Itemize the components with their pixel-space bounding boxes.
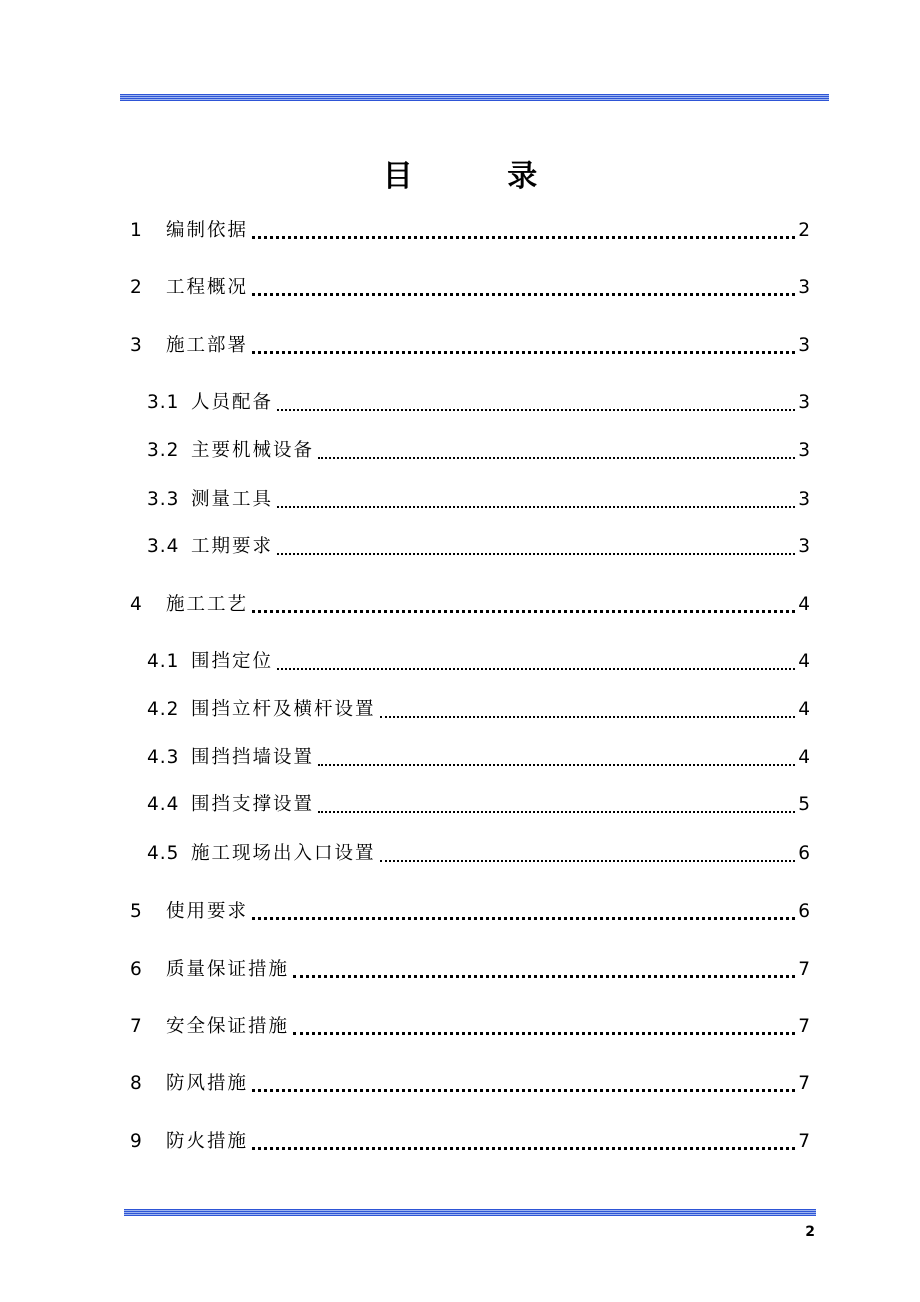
toc-entry-title: 测量工具 [191, 489, 274, 510]
toc-dot-leader [252, 293, 795, 296]
toc-dot-leader [318, 811, 795, 813]
toc-dot-leader [293, 1032, 795, 1035]
toc-entry-title: 工期要求 [191, 536, 274, 557]
toc-entry-page: 4 [798, 699, 810, 720]
toc-entry[interactable] [147, 647, 810, 677]
toc-entry-title: 人员配备 [191, 392, 274, 413]
toc-entry-page: 5 [798, 794, 810, 815]
toc-entry-number: 3.4 [147, 536, 180, 557]
toc-entry-page: 3 [798, 440, 810, 461]
toc-entry-title: 围挡挡墙设置 [191, 747, 315, 768]
toc-entry-number: 9 [130, 1131, 142, 1152]
toc-dot-leader [252, 351, 795, 354]
toc-entry-number: 4 [130, 594, 142, 615]
toc-dot-leader [252, 917, 795, 920]
toc-dot-leader [252, 610, 795, 613]
toc-entry-title: 施工现场出入口设置 [191, 843, 376, 864]
toc-dot-leader [252, 1147, 795, 1150]
toc-entry-number: 7 [130, 1016, 142, 1037]
toc-entry-title: 围挡定位 [191, 651, 274, 672]
toc-entry-number: 3.1 [147, 392, 180, 413]
toc-dot-leader [277, 506, 795, 508]
page-title: 目 录 [382, 159, 580, 194]
toc-entry-number: 2 [130, 277, 142, 298]
toc-entry-page: 4 [798, 651, 810, 672]
toc-entry-title: 质量保证措施 [166, 959, 290, 980]
toc-dot-leader [293, 975, 795, 978]
toc-dot-leader [318, 764, 795, 766]
toc-entry[interactable] [147, 790, 810, 820]
toc-entry-page: 7 [798, 1131, 810, 1152]
toc-entry-title: 编制依据 [166, 220, 249, 241]
toc-entry-page: 3 [798, 489, 810, 510]
toc-entry-number: 4.4 [147, 794, 180, 815]
toc-entry[interactable] [130, 1127, 810, 1157]
toc-entry-page: 4 [798, 747, 810, 768]
toc-entry-number: 8 [130, 1073, 142, 1094]
toc-entry-page: 3 [798, 392, 810, 413]
toc-entry-title: 防风措施 [166, 1073, 249, 1094]
toc-entry-title: 围挡立杆及横杆设置 [191, 699, 376, 720]
toc-entry-number: 4.1 [147, 651, 180, 672]
toc-entry[interactable] [130, 331, 810, 361]
toc-entry[interactable] [147, 532, 810, 562]
toc-entry-page: 3 [798, 335, 810, 356]
toc-entry-number: 3.3 [147, 489, 180, 510]
toc-entry-page: 7 [798, 1073, 810, 1094]
toc-entry-number: 4.2 [147, 699, 180, 720]
toc-entry-page: 6 [798, 843, 810, 864]
toc-entry[interactable] [130, 955, 810, 985]
toc-dot-leader [380, 716, 795, 718]
toc-entry-title: 围挡支撑设置 [191, 794, 315, 815]
toc-entry[interactable] [130, 590, 810, 620]
toc-entry[interactable] [130, 273, 810, 303]
toc-entry-page: 6 [798, 901, 810, 922]
toc-dot-leader [277, 668, 795, 670]
header-rule [120, 94, 829, 101]
toc-entry-title: 施工部署 [166, 335, 249, 356]
toc-entry-title: 工程概况 [166, 277, 249, 298]
toc-entry[interactable] [130, 216, 810, 246]
toc-entry-page: 3 [798, 536, 810, 557]
toc-entry-number: 3 [130, 335, 142, 356]
toc-dot-leader [277, 553, 795, 555]
toc-entry-number: 3.2 [147, 440, 180, 461]
toc-dot-leader [252, 236, 795, 239]
toc-entry-number: 4.3 [147, 747, 180, 768]
toc-dot-leader [318, 457, 795, 459]
toc-entry-page: 3 [798, 277, 810, 298]
toc-entry-page: 2 [798, 220, 810, 241]
toc-entry-title: 安全保证措施 [166, 1016, 290, 1037]
toc-entry-page: 7 [798, 959, 810, 980]
toc-entry[interactable] [147, 436, 810, 466]
toc-entry[interactable] [147, 388, 810, 418]
toc-entry-title: 主要机械设备 [191, 440, 315, 461]
toc-entry-page: 4 [798, 594, 810, 615]
page-number: 2 [805, 1224, 815, 1240]
toc-entry-number: 5 [130, 901, 142, 922]
toc-entry[interactable] [147, 695, 810, 725]
toc-entry-title: 防火措施 [166, 1131, 249, 1152]
footer-rule [124, 1209, 816, 1216]
toc-entry-title: 施工工艺 [166, 594, 249, 615]
toc-entry-title: 使用要求 [166, 901, 249, 922]
toc-entry[interactable] [130, 897, 810, 927]
toc-entry[interactable] [147, 839, 810, 869]
toc-entry[interactable] [147, 485, 810, 515]
toc-entry[interactable] [147, 743, 810, 773]
toc-dot-leader [277, 409, 795, 411]
toc-entry-page: 7 [798, 1016, 810, 1037]
toc-entry-number: 4.5 [147, 843, 180, 864]
toc-dot-leader [252, 1089, 795, 1092]
toc-entry[interactable] [130, 1069, 810, 1099]
toc-entry[interactable] [130, 1012, 810, 1042]
toc-entry-number: 6 [130, 959, 142, 980]
toc-dot-leader [380, 860, 795, 862]
toc-entry-number: 1 [130, 220, 142, 241]
